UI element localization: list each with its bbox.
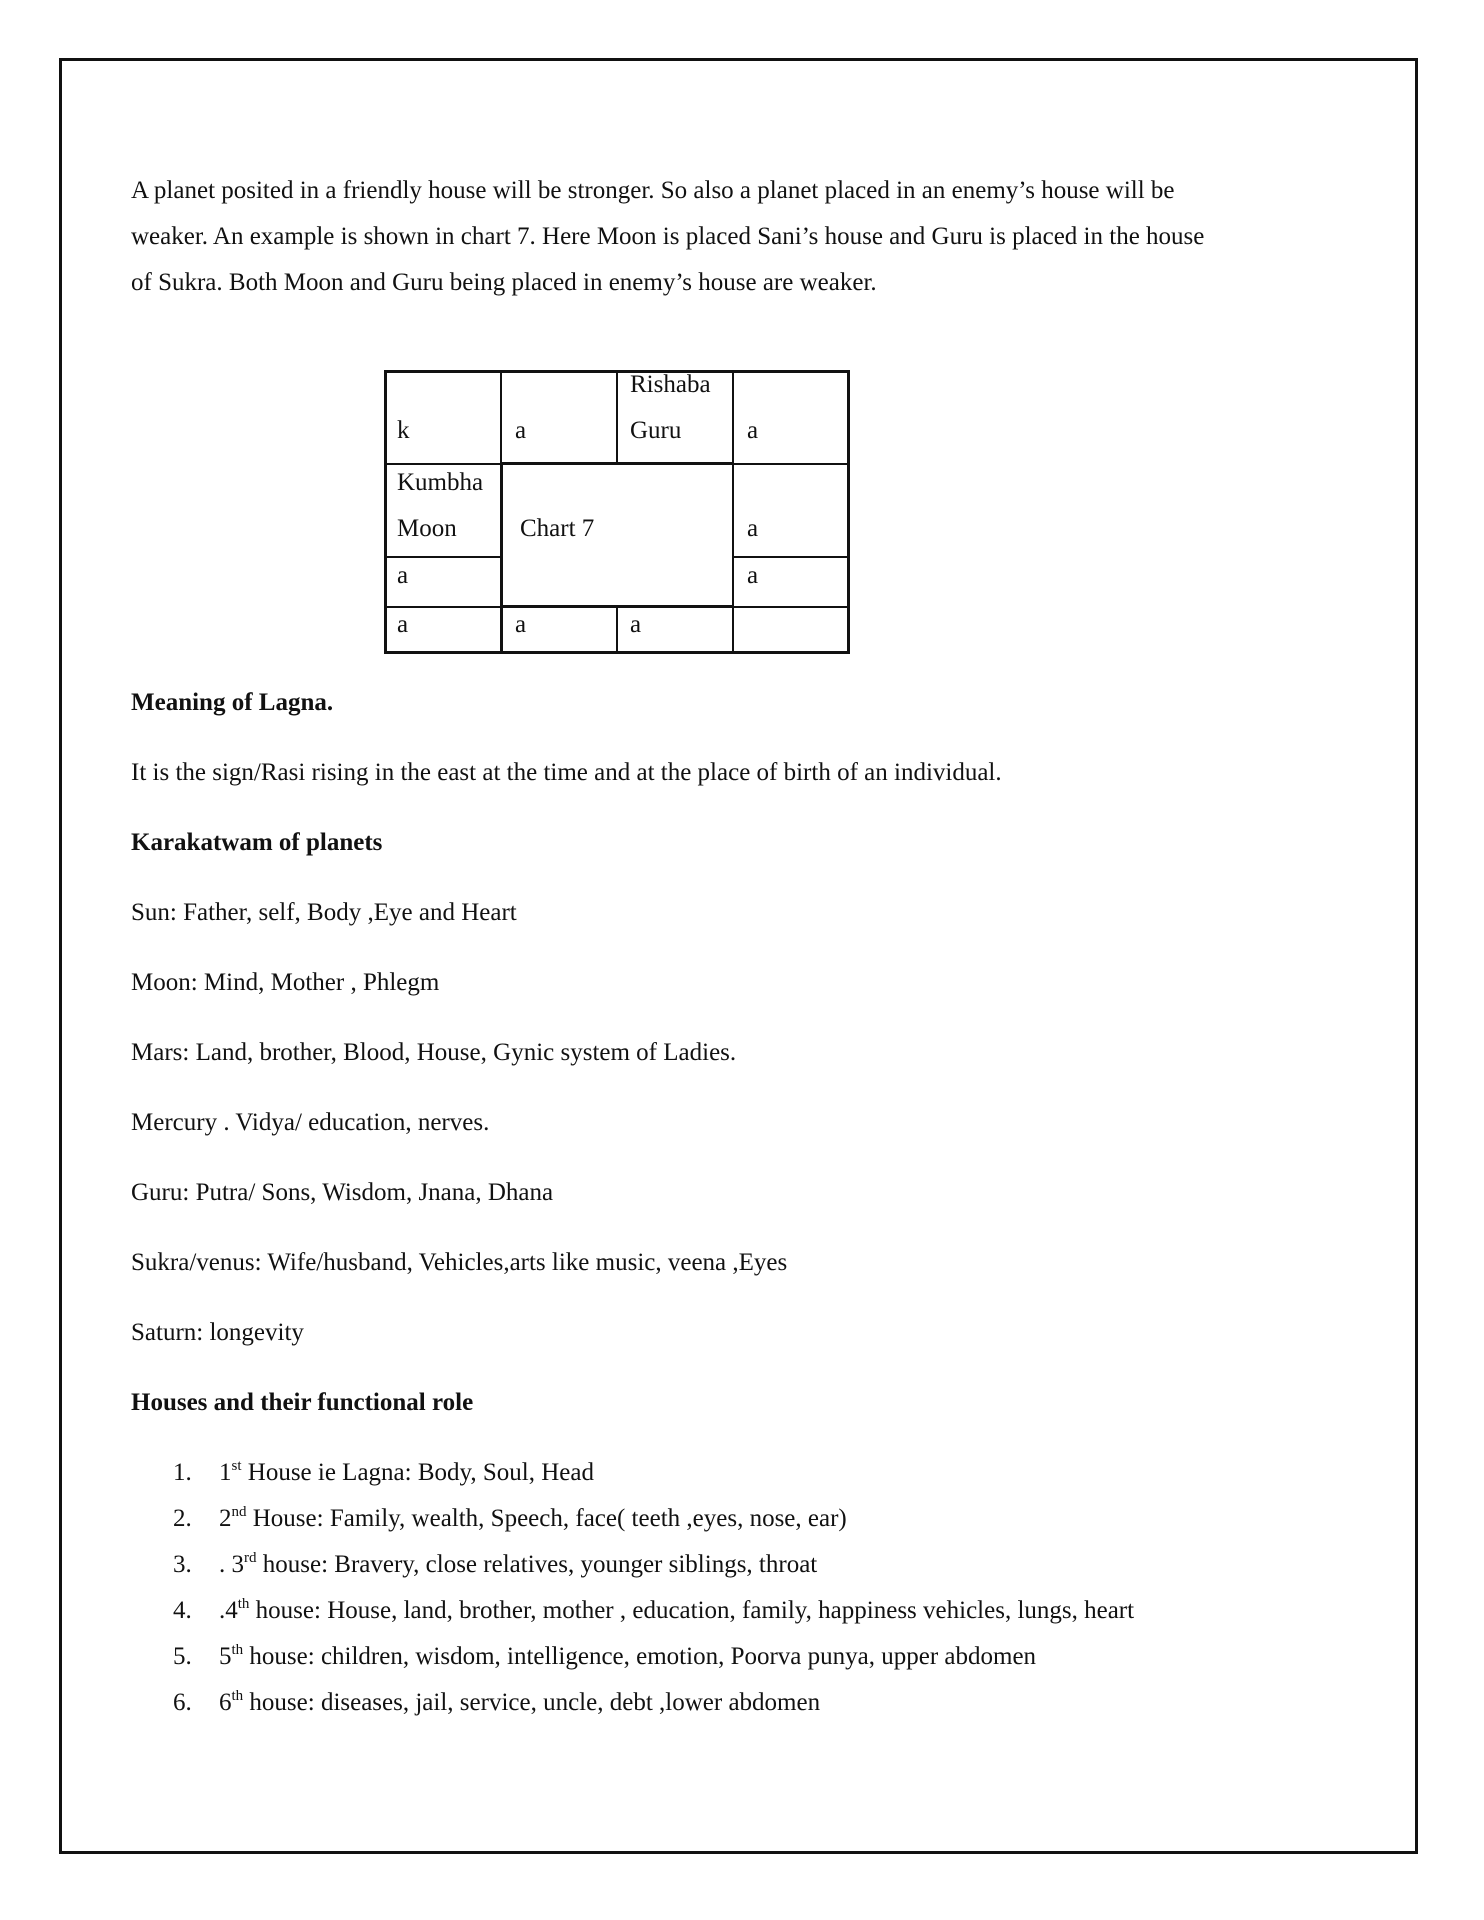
karakatwam-item: Mercury . Vidya/ education, nerves.	[131, 1109, 490, 1136]
list-number: 4.	[173, 1597, 192, 1624]
chart-cell: a	[630, 611, 642, 638]
intro-line: weaker. An example is shown in chart 7. Here Moon is placed Sani’s house and Guru is placed in the house	[131, 223, 1205, 250]
list-number: 2.	[173, 1505, 192, 1532]
chart-cell: a	[747, 515, 759, 542]
chart-cell: a	[397, 562, 409, 589]
lagna-text: It is the sign/Rasi rising in the east at the time and at the place of birth of an individual.	[131, 759, 1002, 786]
intro-line: A planet posited in a friendly house will be stronger. So also a planet placed in an enemy’s house will be	[131, 177, 1175, 204]
chart-7-grid	[384, 370, 850, 654]
list-number: 6.	[173, 1689, 192, 1716]
heading-lagna: Meaning of Lagna.	[131, 689, 334, 716]
chart-cell-moon: Moon	[397, 515, 457, 542]
karakatwam-item: Sun: Father, self, Body ,Eye and Heart	[131, 899, 517, 926]
chart-cell-guru: Guru	[630, 417, 682, 444]
intro-paragraph	[131, 168, 1311, 306]
intro-line: of Sukra. Both Moon and Guru being placed in enemy’s house are weaker.	[131, 269, 877, 296]
karakatwam-item: Moon: Mind, Mother , Phlegm	[131, 969, 440, 996]
chart-cell-kumbha: Kumbha	[397, 469, 484, 496]
heading-karakatwam: Karakatwam of planets	[131, 829, 383, 856]
karakatwam-item: Mars: Land, brother, Blood, House, Gynic system of Ladies.	[131, 1039, 737, 1066]
chart-cell: a	[515, 611, 527, 638]
chart-cell: a	[747, 417, 759, 444]
chart-cell-rishaba: Rishaba	[630, 371, 711, 398]
chart-cell: a	[515, 417, 527, 444]
list-number: 5.	[173, 1643, 192, 1670]
chart-cell-k: k	[397, 417, 410, 444]
karakatwam-item: Saturn: longevity	[131, 1319, 304, 1346]
karakatwam-item: Sukra/venus: Wife/husband, Vehicles,arts like music, veena ,Eyes	[131, 1249, 788, 1276]
chart-cell: a	[747, 562, 759, 589]
chart-cell: a	[397, 611, 409, 638]
heading-houses: Houses and their functional role	[131, 1389, 474, 1416]
list-number: 3.	[173, 1551, 192, 1578]
karakatwam-item: Guru: Putra/ Sons, Wisdom, Jnana, Dhana	[131, 1179, 554, 1206]
chart-title: Chart 7	[520, 515, 595, 542]
list-number: 1.	[173, 1459, 192, 1486]
